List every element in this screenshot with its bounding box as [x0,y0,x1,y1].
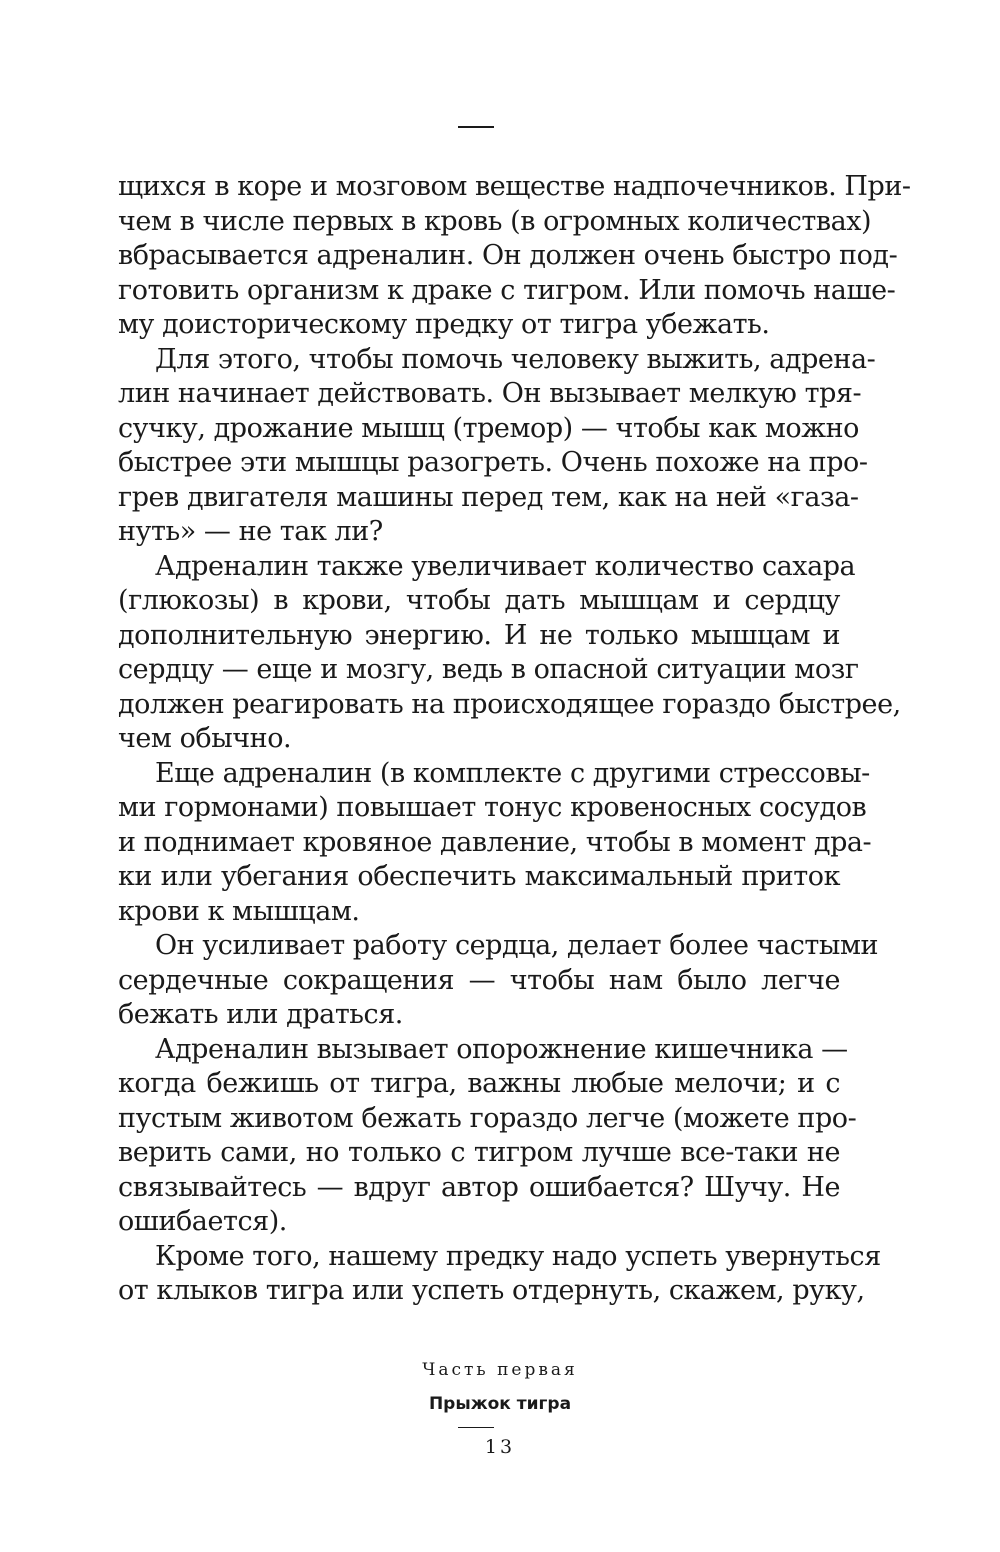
text-line: вбрасывается адреналин. Он должен очень быстро под- [118,240,898,271]
text-line: пустым животом бежать гораздо легче (можете про- [118,1102,857,1134]
text-line: грев двигателя машины перед тем, как на ней «газа- [118,481,859,513]
text-line: сердечные сокращения — чтобы нам было легче [118,964,840,996]
text-line: дополнительную энергию. И не только мышцам и [118,619,840,651]
text-line: щихся в коре и мозговом веществе надпочечников. При- [118,171,911,202]
part-label: Часть первая [422,1360,578,1380]
text-line: должен реагировать на происходящее гораздо быстрее, [118,688,901,720]
text-line: когда бежишь от тигра, важны любые мелочи; и с [118,1068,840,1099]
chapter-title: Прыжок тигра [428,1394,572,1414]
text-line: лин начинает действовать. Он вызывает мелкую тря- [118,378,862,409]
text-line: крови к мышцам. [118,895,360,927]
text-line: Для этого, чтобы помочь человеку выжить, адрена- [155,343,876,375]
text-line: нуть» — не так ли? [118,516,383,547]
header-rule [458,126,494,128]
text-line: Кроме того, нашему предку надо успеть увернуться [155,1240,881,1272]
text-line: быстрее эти мышцы разогреть. Очень похоже на про- [118,447,868,478]
text-line: Адреналин вызывает опорожнение кишечника — [155,1033,848,1065]
text-line: ошибается). [118,1206,287,1237]
text-line: чем в числе первых в кровь (в огромных количествах) [118,205,872,237]
footer-rule [458,1427,494,1428]
text-line: Он усиливает работу сердца, делает более частыми [155,930,879,961]
text-line: сердцу — еще и мозгу, ведь в опасной ситуации мозг [118,654,859,685]
text-line: Еще адреналин (в комплекте с другими стрессовы- [155,757,870,789]
text-line: му доисторическому предку от тигра убежать. [118,309,770,340]
text-line: Адреналин также увеличивает количество сахара [155,550,856,582]
text-line: бежать или драться. [118,999,403,1030]
text-line: ки или убегания обеспечить максимальный приток [118,861,840,892]
page-number: 13 [484,1436,516,1458]
text-line: сучку, дрожание мышц (тремор) — чтобы как можно [118,412,859,444]
text-line: связывайтесь — вдруг автор ошибается? Шучу. Не [118,1171,840,1203]
text-line: от клыков тигра или успеть отдернуть, скажем, руку, [118,1275,865,1306]
text-line: готовить организм к драке с тигром. Или помочь наше- [118,274,896,306]
text-line: (глюкозы) в крови, чтобы дать мышцам и сердцу [118,585,840,616]
text-line: чем обычно. [118,723,292,754]
text-line: верить сами, но только с тигром лучше все-таки не [118,1137,840,1168]
body-text [118,170,911,1309]
text-line: ми гормонами) повышает тонус кровеносных сосудов [118,792,867,823]
text-line: и поднимает кровяное давление, чтобы в момент дра- [118,826,872,858]
